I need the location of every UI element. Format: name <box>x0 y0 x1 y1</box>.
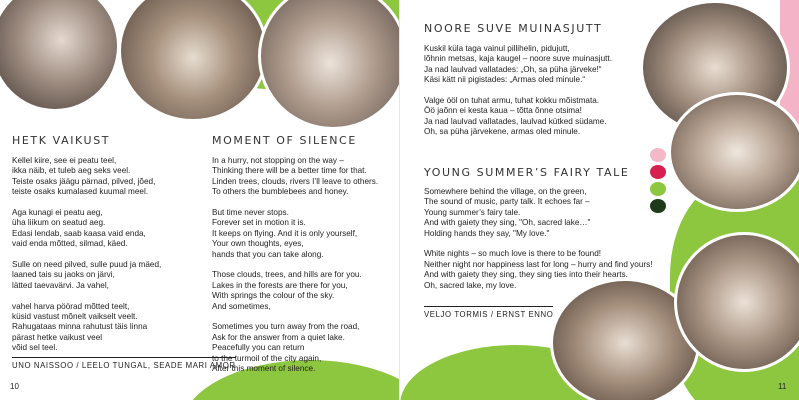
poem-line: Linden trees, clouds, rivers I’ll leave to others. <box>212 176 379 186</box>
poem-title-en: YOUNG SUMMER’S FAIRY TALE <box>424 166 630 179</box>
poem-line: To others the bumblebees and honey. <box>212 187 349 197</box>
portrait-photo <box>118 0 268 122</box>
poem-text-en <box>212 156 378 385</box>
portrait-photo <box>668 92 799 212</box>
poem-line: Oh, sacred lake, my love. <box>424 280 517 290</box>
poem-line: lätted taevavärvi. Ja vahel, <box>12 280 109 290</box>
poem-line: Aga kunagi ei peatu aeg, <box>12 208 103 218</box>
poem-line: Käsi kätt nii pigistades: „Armas oled minule.“ <box>424 75 586 85</box>
page-number: 10 <box>10 382 19 391</box>
poem-line: Thinking there will be a better time for that. <box>212 166 367 176</box>
poem-line: After this moment of silence. <box>212 364 316 374</box>
poem-line: üha liikum on seatud aeg. <box>12 218 106 228</box>
poem-stanza <box>212 270 378 312</box>
poem-line: White nights – so much love is there to be found! <box>424 249 602 259</box>
poem-line: küsid vastust mõnelt vaikselt veelt. <box>12 312 138 322</box>
poem-credit: UNO NAISSOO / LEELO TUNGAL, SEADE MARI AMOR <box>12 357 236 370</box>
poem-text-et <box>12 156 161 364</box>
poem-line: laaned tais su jaoks on järvi, <box>12 270 115 280</box>
poem-line: pärast hetke vaikust veel <box>12 332 103 342</box>
poem-stanza <box>12 208 161 250</box>
poem-line: hands that you can take along. <box>212 249 324 259</box>
poem-line: to the turmoil of the city again, <box>212 353 322 363</box>
poem-line: Your own thoughts, eyes, <box>212 239 304 249</box>
poem-line: With springs the colour of the sky. <box>212 291 335 301</box>
poem-line: And with gaiety they sing, they sing ties into their hearts. <box>424 270 628 280</box>
page-number: 11 <box>778 382 787 391</box>
poem-line: Edasi lendab, saab kaasa vaid enda, <box>12 228 146 238</box>
poem-line: Somewhere behind the village, on the green, <box>424 187 587 196</box>
poem-line: Young summer’s fairy tale. <box>424 207 521 217</box>
right-page <box>400 0 799 400</box>
poem-line: vahel harva pöörad mõtted teelt, <box>12 301 130 311</box>
poem-line: Holding hands they say, "My love." <box>424 228 550 238</box>
poem-credit: VELJO TORMIS / ERNST ENNO <box>424 306 553 319</box>
poem-line: But time never stops. <box>212 208 289 218</box>
color-dot <box>650 148 666 162</box>
poem-line: Öö jaõnn ei kesta kaua – tõtta õnne otsima! <box>424 106 582 116</box>
poem-line: lõhnin metsas, kaja kaugel – noore suve muinasjutt. <box>424 54 612 64</box>
poem-line: Neither night nor happiness last for long – hurry and find yours! <box>424 259 653 269</box>
poem-stanza <box>12 302 161 354</box>
poem-line: Kuskil küla taga vainul pillihelin, pidujutt, <box>424 44 570 53</box>
poem-line: In a hurry, not stopping on the way – <box>212 156 344 165</box>
poem-line: Valge ööl on tuhat armu, tuhat kokku mõistmata. <box>424 96 600 106</box>
poem-line: Ja nad laulvad vallatades: „Oh, sa püha järveke!“ <box>424 64 602 74</box>
poem-line: The sound of music, party talk. It echoes far – <box>424 197 590 207</box>
poem-stanza <box>424 96 612 138</box>
poem-title-et: NOORE SUVE MUINASJUTT <box>424 22 603 35</box>
poem-stanza <box>424 187 652 239</box>
poem-line: Sometimes you turn away from the road, <box>212 322 360 332</box>
poem-stanza <box>424 249 652 291</box>
poem-line: Teiste osaks jäägu pärnad, pilved, jõed, <box>12 176 156 186</box>
poem-line: Sulle on need pilved, sulle puud ja mäed, <box>12 260 162 270</box>
poem-line: Kellel kiire, see ei peatu teel, <box>12 156 117 165</box>
color-dot <box>650 165 666 179</box>
poem-stanza <box>424 44 612 86</box>
portrait-photo <box>258 0 400 130</box>
poem-line: Ask for the answer from a quiet lake. <box>212 332 345 342</box>
poem-line: And sometimes, <box>212 301 271 311</box>
portrait-photo <box>0 0 120 112</box>
poem-title-et: HETK VAIKUST <box>12 134 111 147</box>
poem-line: võid sel teel. <box>12 343 58 353</box>
poem-line: And with gaiety they sing, "Oh, sacred lake…" <box>424 218 591 228</box>
poem-line: Forever set in motion it is. <box>212 218 306 228</box>
poem-stanza <box>212 156 378 198</box>
poem-line: Those clouds, trees, and hills are for you. <box>212 270 362 280</box>
poem-stanza <box>212 208 378 260</box>
poem-line: Lakes in the forests are there for you, <box>212 280 348 290</box>
poem-text-et <box>424 44 612 148</box>
poem-line: Rahugataas minna rahutust täis linna <box>12 322 148 332</box>
poem-stanza <box>12 156 161 198</box>
poem-line: vaid enda mõtted, silmad, käed. <box>12 239 128 249</box>
poem-line: teiste osaks kumalased kuumal meel. <box>12 187 149 197</box>
poem-line: Oh, sa püha järvekene, armas oled minule. <box>424 127 581 137</box>
poem-stanza <box>12 260 161 291</box>
poem-text-en <box>424 187 652 301</box>
poem-line: Ja nad laulvad vallatades, laulvad kütked südame. <box>424 116 607 126</box>
poem-line: ikka näib, et tuleb aeg seks veel. <box>12 166 131 176</box>
poem-stanza <box>212 322 378 374</box>
poem-line: It keeps on flying. And it is only yourself, <box>212 228 358 238</box>
poem-title-en: MOMENT OF SILENCE <box>212 134 357 147</box>
poem-line: Peacefully you can return <box>212 343 305 353</box>
